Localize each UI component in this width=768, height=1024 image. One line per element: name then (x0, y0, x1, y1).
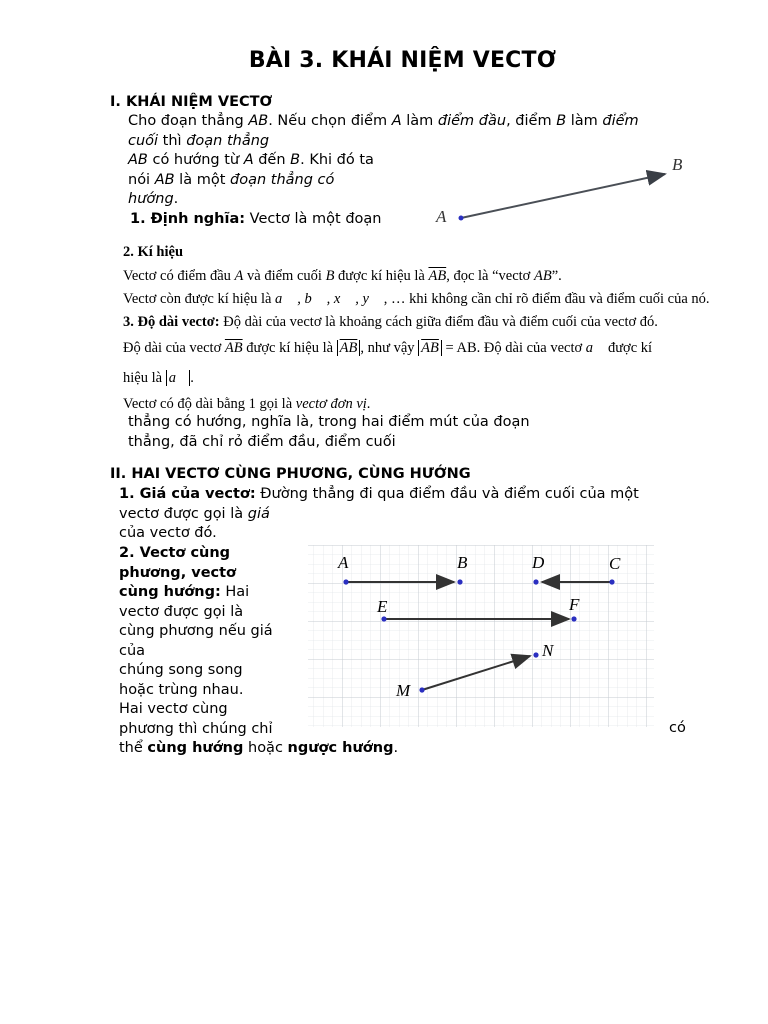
intro-line-2: cuối thì đoạn thẳng (128, 132, 270, 149)
p2-line: cùng phương nếu giá (119, 623, 273, 639)
length-notation: Độ dài của vectơ $\overline{AB}$ được kí hiệu là $\overline{AB}$ , như vậy $\overline{AB}$ = AB. Độ dài của vectơ a⃗ được kí (123, 340, 653, 356)
grid-point-a (343, 579, 348, 584)
support-line-3: của vectơ đó. (119, 525, 217, 541)
grid-label-m: M (396, 681, 411, 700)
p2-line: phương thì chúng chỉ (119, 720, 273, 737)
p2-line: hoặc trùng nhau. (119, 681, 244, 698)
support-line-2: vectơ được gọi là giá (119, 505, 270, 522)
grid-point-m (419, 687, 424, 692)
section-1-heading: I. KHÁI NIỆM VECTƠ (110, 94, 273, 110)
notation-line-2: Vectơ còn được kí hiệu là a⃗ , b⃗ , x⃗ , y⃗ , … khi không cần chỉ rõ điểm đầu và điểm cuối của nó. (123, 291, 710, 307)
p2-label-2: phương, vectơ (119, 564, 237, 581)
grid-label-n: N (542, 641, 554, 660)
grid-background (308, 545, 654, 727)
grid-point-f (571, 616, 576, 621)
point-b-label: B (672, 155, 683, 174)
grid-label-c: C (609, 554, 621, 573)
grid-point-n (533, 652, 538, 657)
definition-cont-2: thẳng, đã chỉ rỏ điểm đầu, điểm cuối (128, 433, 396, 450)
p2-line: Hai vectơ cùng (119, 701, 228, 717)
p2-line: chúng song song (119, 662, 243, 678)
grid-label-e: E (377, 597, 388, 616)
grid-label-d: D (532, 553, 545, 572)
same-direction-paragraph (119, 544, 299, 739)
grid-point-d (533, 579, 538, 584)
support-line-1: 1. Giá của vectơ: Đường thẳng đi qua điểm đầu và điểm cuối của một (119, 486, 639, 502)
intro-line-4: nói AB là một đoạn thẳng có (128, 171, 335, 188)
vector-grid-figure (304, 545, 656, 730)
grid-label-a: A (338, 553, 349, 572)
definition-cont-1: thẳng có hướng, nghĩa là, trong hai điểm mút của đoạn (128, 414, 530, 430)
p2-line: của (119, 642, 146, 659)
grid-label-f: F (569, 595, 580, 614)
point-a-dot (459, 216, 464, 221)
intro-line-1: Cho đoạn thẳng AB. Nếu chọn điểm A làm điểm đầu, điểm B làm điểm (128, 113, 639, 129)
notation-block (123, 242, 743, 412)
intro-line-3: AB có hướng từ A đến B. Khi đó ta (128, 152, 374, 168)
p2-co: có (669, 720, 686, 736)
length-notation-cont: hiệu là a⃗ . (123, 370, 194, 386)
grid-point-b (457, 579, 462, 584)
definition-line: 1. Định nghĩa: Vectơ là một đoạn (130, 210, 382, 227)
section-2-heading: II. HAI VECTƠ CÙNG PHƯƠNG, CÙNG HƯỚNG (110, 466, 471, 482)
definition-continuation (128, 413, 688, 452)
p2-line: vectơ được gọi là (119, 603, 244, 620)
grid-point-e (381, 616, 386, 621)
support-paragraph (119, 485, 699, 544)
length-definition: 3. Độ dài vectơ: Độ dài của vectơ là khoảng cách giữa điểm đầu và điểm cuối của vectơ đó. (123, 314, 658, 330)
p2-last-line: thể cùng hướng hoặc ngược hướng. (119, 740, 399, 756)
grid-label-b: B (457, 553, 468, 572)
vector-ab-line (461, 174, 665, 218)
p2-label-1: 2. Vectơ cùng (119, 545, 231, 561)
page-title: BÀI 3. KHÁI NIỆM VECTƠ (248, 48, 557, 73)
unit-vector-line: Vectơ có độ dài bằng 1 gọi là vectơ đơn vị. (123, 396, 371, 412)
point-a-label: A (436, 207, 447, 226)
grid-point-c (609, 579, 614, 584)
intro-line-5: hướng. (128, 191, 179, 207)
p2-label-3: cùng hướng: Hai (119, 584, 250, 600)
notation-heading: 2. Kí hiệu (123, 244, 184, 260)
vector-ab-figure (420, 148, 700, 230)
notation-line-1: Vectơ có điểm đầu A và điểm cuối B được kí hiệu là $\overline{AB}$, đọc là “vectơ AB”. (123, 268, 562, 284)
